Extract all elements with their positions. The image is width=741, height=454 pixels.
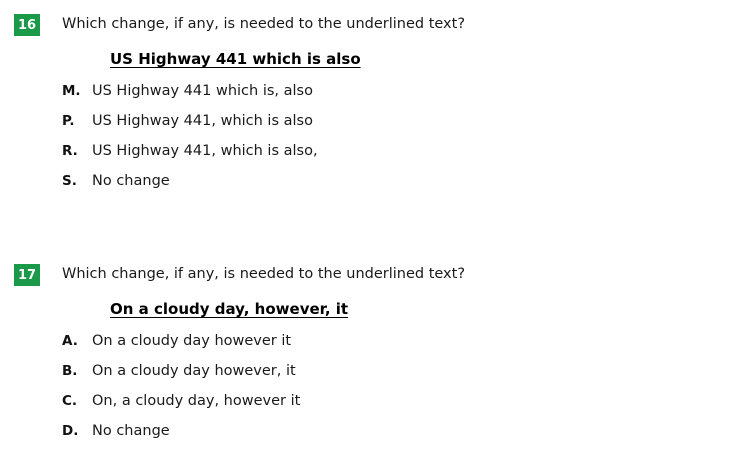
option-text: On a cloudy day however it	[92, 333, 292, 349]
answer-option[interactable]	[0, 80, 741, 110]
option-text: No change	[92, 173, 170, 189]
option-text: US Highway 441, which is also,	[92, 143, 318, 159]
option-letter: B.	[62, 363, 78, 379]
question-stem: Which change, if any, is needed to the underlined text?	[62, 266, 466, 282]
option-letter: A.	[62, 333, 78, 349]
option-letter: P.	[62, 113, 75, 129]
question-number-badge: 16	[14, 14, 40, 36]
answer-option[interactable]	[0, 360, 741, 390]
question-passage-underlined: On a cloudy day, however, it	[110, 300, 349, 318]
question-number-badge: 17	[14, 264, 40, 286]
option-letter: S.	[62, 173, 77, 189]
answer-options-list	[0, 330, 741, 450]
option-text: On, a cloudy day, however it	[92, 393, 301, 409]
option-letter: M.	[62, 83, 81, 99]
option-letter: R.	[62, 143, 78, 159]
question-passage-underlined: US Highway 441 which is also	[110, 50, 361, 68]
answer-option[interactable]	[0, 330, 741, 360]
question-stem: Which change, if any, is needed to the underlined text?	[62, 16, 466, 32]
answer-option[interactable]	[0, 390, 741, 420]
answer-option[interactable]	[0, 140, 741, 170]
answer-option[interactable]	[0, 110, 741, 140]
option-letter: D.	[62, 423, 79, 439]
option-text: US Highway 441, which is also	[92, 113, 313, 129]
option-text: US Highway 441 which is, also	[92, 83, 313, 99]
option-text: On a cloudy day however, it	[92, 363, 296, 379]
answer-options-list	[0, 80, 741, 200]
answer-option[interactable]	[0, 170, 741, 200]
option-letter: C.	[62, 393, 78, 409]
answer-option[interactable]	[0, 420, 741, 450]
option-text: No change	[92, 423, 170, 439]
